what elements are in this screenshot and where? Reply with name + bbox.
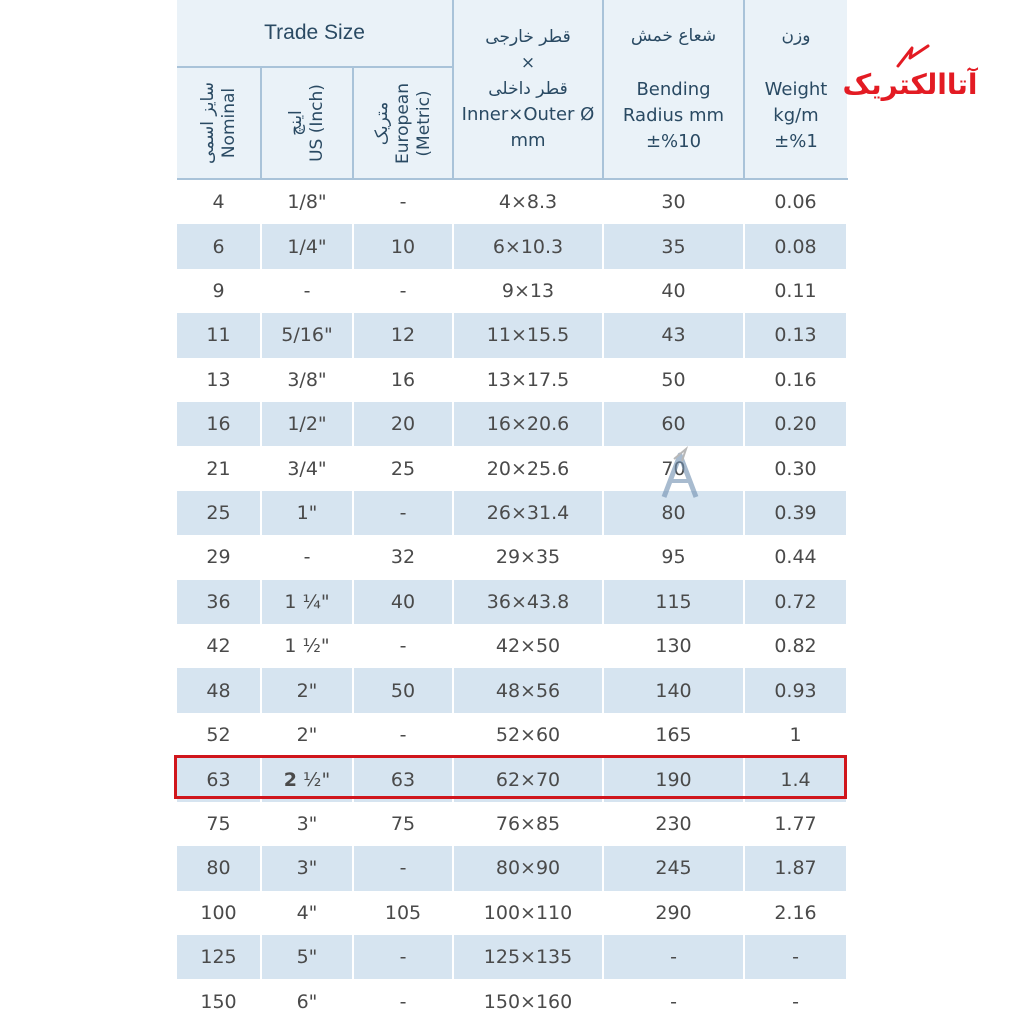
bending-cell: 130: [603, 624, 744, 668]
weight-cell: 1: [744, 713, 847, 757]
weight-cell: 0.72: [744, 580, 847, 624]
weight-cell: 0.06: [744, 179, 847, 224]
us-cell: -: [261, 535, 353, 579]
bending-en-label-1: Bending: [636, 79, 711, 100]
table-row: [177, 179, 847, 224]
nominal-cell: 125: [177, 935, 261, 979]
eu-cell: -: [353, 179, 453, 224]
weight-cell: 0.13: [744, 313, 847, 357]
nominal-cell: 25: [177, 491, 261, 535]
table-row: [177, 358, 847, 402]
nominal-cell: 29: [177, 535, 261, 579]
diameter-header: [453, 0, 603, 179]
weight-cell: -: [744, 935, 847, 979]
diameter-fa-label-1: قطر خارجی: [485, 27, 571, 47]
diameter-x-label: ×: [520, 53, 536, 73]
bending-cell: 30: [603, 179, 744, 224]
us-cell-bold-part: 2: [283, 768, 298, 791]
us-cell: 4": [261, 891, 353, 935]
weight-cell: 0.44: [744, 535, 847, 579]
diameter-cell: 125×135: [453, 935, 603, 979]
trade-size-table: [177, 0, 848, 1024]
nominal-cell: 36: [177, 580, 261, 624]
us-cell: 5/16": [261, 313, 353, 357]
bending-cell: 165: [603, 713, 744, 757]
weight-cell: 1.77: [744, 802, 847, 846]
bending-cell: 245: [603, 846, 744, 890]
weight-cell: 0.20: [744, 402, 847, 446]
diameter-cell: 6×10.3: [453, 224, 603, 268]
eu-cell: 40: [353, 580, 453, 624]
eu-cell: 75: [353, 802, 453, 846]
bending-cell: -: [603, 935, 744, 979]
us-cell: 1/2": [261, 402, 353, 446]
weight-cell: 2.16: [744, 891, 847, 935]
bending-cell: 115: [603, 580, 744, 624]
nominal-cell: 9: [177, 269, 261, 313]
eu-cell: -: [353, 269, 453, 313]
bending-fa-label: شعاع خمش: [630, 26, 717, 46]
table-row: [177, 446, 847, 490]
diameter-en-label-1: Inner×Outer Ø: [461, 104, 595, 125]
table-row: [177, 891, 847, 935]
bending-cell: 60: [603, 402, 744, 446]
us-cell: 1 ½": [261, 624, 353, 668]
eu-cell: -: [353, 624, 453, 668]
eu-fa-label: متریک: [371, 101, 392, 145]
brand-logo: [840, 44, 980, 100]
nominal-en-label: Nominal: [218, 87, 239, 159]
nominal-cell: 16: [177, 402, 261, 446]
us-inch-header: [261, 67, 353, 179]
weight-en-label-3: ±%1: [774, 131, 818, 152]
eu-cell: 63: [353, 757, 453, 801]
us-cell: 1 ¼": [261, 580, 353, 624]
eu-en-label-2: (Metric): [413, 89, 434, 157]
nominal-cell: 75: [177, 802, 261, 846]
table-row: [177, 535, 847, 579]
bending-cell: 80: [603, 491, 744, 535]
bending-cell: 190: [603, 757, 744, 801]
bending-cell: 40: [603, 269, 744, 313]
eu-cell: -: [353, 935, 453, 979]
us-fa-label: اینچ: [286, 110, 306, 136]
table-row: [177, 802, 847, 846]
european-header: [353, 67, 453, 179]
eu-cell: -: [353, 491, 453, 535]
weight-cell: 0.30: [744, 446, 847, 490]
bending-cell: 50: [603, 358, 744, 402]
diameter-cell: 100×110: [453, 891, 603, 935]
weight-en-label-2: kg/m: [773, 105, 819, 126]
diameter-cell: 76×85: [453, 802, 603, 846]
bending-cell: 290: [603, 891, 744, 935]
us-cell: 3": [261, 802, 353, 846]
nominal-header: [177, 67, 261, 179]
us-cell: -: [261, 269, 353, 313]
eu-cell: 20: [353, 402, 453, 446]
weight-fa-label: وزن: [781, 26, 811, 46]
eu-cell: 12: [353, 313, 453, 357]
diameter-cell: 9×13: [453, 269, 603, 313]
diameter-cell: 36×43.8: [453, 580, 603, 624]
eu-en-label: European: [392, 82, 413, 164]
us-cell: 3/4": [261, 446, 353, 490]
table-row: [177, 846, 847, 890]
table-row: [177, 224, 847, 268]
nominal-cell: 48: [177, 668, 261, 712]
us-cell: 2": [261, 668, 353, 712]
eu-cell: -: [353, 713, 453, 757]
eu-cell: 25: [353, 446, 453, 490]
nominal-cell: 52: [177, 713, 261, 757]
nominal-cell: 63: [177, 757, 261, 801]
bending-cell: 95: [603, 535, 744, 579]
us-cell: 2": [261, 713, 353, 757]
eu-cell: 32: [353, 535, 453, 579]
us-en-label: US (Inch): [307, 84, 327, 162]
us-cell: 5": [261, 935, 353, 979]
us-cell: [261, 757, 353, 801]
diameter-cell: 4×8.3: [453, 179, 603, 224]
nominal-cell: 100: [177, 891, 261, 935]
eu-cell: -: [353, 846, 453, 890]
eu-cell: -: [353, 979, 453, 1024]
table-row: [177, 580, 847, 624]
watermark-logo-icon: [650, 445, 710, 505]
us-cell: 3/8": [261, 358, 353, 402]
weight-cell: 1.4: [744, 757, 847, 801]
diameter-cell: 42×50: [453, 624, 603, 668]
table-row: [177, 668, 847, 712]
weight-cell: -: [744, 979, 847, 1024]
weight-cell: 0.82: [744, 624, 847, 668]
diameter-cell: 16×20.6: [453, 402, 603, 446]
us-cell: 1/4": [261, 224, 353, 268]
bending-en-label-2: Radius mm: [622, 105, 725, 126]
trade-size-header: Trade Size: [177, 0, 453, 67]
table-row: [177, 313, 847, 357]
table-row: [177, 979, 847, 1024]
weight-header: [744, 0, 847, 179]
us-cell: 1": [261, 491, 353, 535]
table-row: [177, 713, 847, 757]
table-row: [177, 624, 847, 668]
diameter-cell: 29×35: [453, 535, 603, 579]
bending-cell: 230: [603, 802, 744, 846]
weight-en-label-1: Weight: [764, 79, 828, 100]
nominal-cell: 13: [177, 358, 261, 402]
diameter-cell: 62×70: [453, 757, 603, 801]
diameter-cell: 11×15.5: [453, 313, 603, 357]
weight-cell: 0.93: [744, 668, 847, 712]
nominal-cell: 11: [177, 313, 261, 357]
diameter-cell: 26×31.4: [453, 491, 603, 535]
diameter-cell: 150×160: [453, 979, 603, 1024]
table-row: [177, 269, 847, 313]
bending-cell: 70: [603, 446, 744, 490]
eu-cell: 16: [353, 358, 453, 402]
brand-logo-text: آتاالکتریک: [842, 68, 978, 101]
nominal-cell: 6: [177, 224, 261, 268]
nominal-cell: 80: [177, 846, 261, 890]
us-cell: 3": [261, 846, 353, 890]
us-cell: 6": [261, 979, 353, 1024]
bending-cell: -: [603, 979, 744, 1024]
table-row: [177, 402, 847, 446]
weight-cell: 0.39: [744, 491, 847, 535]
diameter-cell: 13×17.5: [453, 358, 603, 402]
eu-cell: 50: [353, 668, 453, 712]
bending-cell: 140: [603, 668, 744, 712]
weight-cell: 1.87: [744, 846, 847, 890]
bending-cell: 43: [603, 313, 744, 357]
nominal-cell: 21: [177, 446, 261, 490]
diameter-cell: 20×25.6: [453, 446, 603, 490]
table-row: [177, 935, 847, 979]
weight-cell: 0.16: [744, 358, 847, 402]
nominal-cell: 4: [177, 179, 261, 224]
diameter-en-label-2: mm: [510, 130, 546, 151]
bending-header: [603, 0, 744, 179]
weight-cell: 0.11: [744, 269, 847, 313]
us-cell-rest: ½": [297, 768, 331, 791]
diameter-cell: 48×56: [453, 668, 603, 712]
nominal-fa-label: سایز اسمی: [197, 82, 218, 164]
eu-cell: 10: [353, 224, 453, 268]
table-row: [177, 491, 847, 535]
diameter-cell: 80×90: [453, 846, 603, 890]
bending-cell: 35: [603, 224, 744, 268]
diameter-cell: 52×60: [453, 713, 603, 757]
weight-cell: 0.08: [744, 224, 847, 268]
highlighted-row: [177, 757, 847, 801]
nominal-cell: 42: [177, 624, 261, 668]
eu-cell: 105: [353, 891, 453, 935]
diameter-fa-label-2: قطر داخلی: [488, 79, 568, 99]
us-cell: 1/8": [261, 179, 353, 224]
nominal-cell: 150: [177, 979, 261, 1024]
bending-en-label-3: ±%10: [645, 131, 702, 152]
